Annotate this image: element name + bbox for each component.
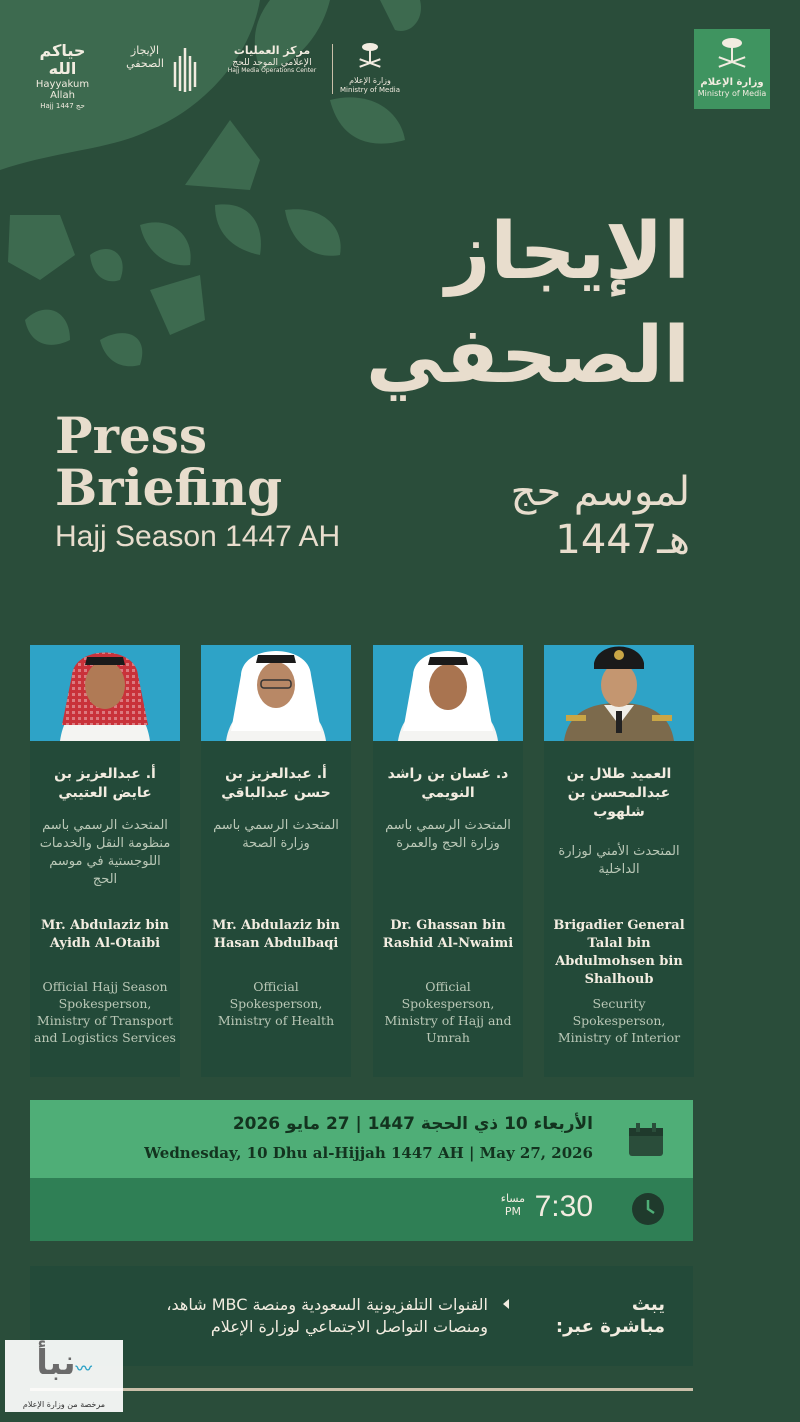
arabic-subtitle-line2: 1447هـ: [555, 517, 690, 563]
watermark: [5, 1340, 123, 1412]
speaker-name-ar: العميد طلال بن عبدالمحسن بن شلهوب: [566, 766, 672, 820]
speaker-name-ar: أ. عبدالعزيز بن حسن عبدالباقي: [221, 766, 331, 801]
speaker-card: [373, 645, 523, 1077]
english-title-line1: Press: [55, 406, 208, 465]
broadcast-label: [556, 1294, 665, 1338]
press-logo-line2: الصحفي: [126, 56, 164, 70]
event-time-en: PM: [504, 1205, 521, 1218]
hayyakum-logo: [25, 42, 100, 110]
english-title-line2: Briefing: [55, 458, 283, 517]
center-english: Hajj Media Operations Center: [227, 66, 317, 74]
triangle-bullet-icon: [501, 1298, 511, 1310]
watermark-text: مرخصة من وزارة الإعلام: [22, 1400, 106, 1409]
speaker-photo: [544, 645, 694, 741]
arabic-title-line2: الصحفي: [365, 311, 690, 401]
broadcast-box: [30, 1266, 693, 1366]
center-line2: الإعلامي الموحد للحج: [232, 57, 312, 68]
speaker-name-en: Mr. Abdulaziz bin Ayidh Al-Otaibi: [41, 918, 169, 951]
event-time-ar: مساء: [500, 1192, 525, 1205]
watermark-wave-icon: 〰: [75, 1359, 92, 1378]
speaker-role-en: Official Hajj Season Spokesperson, Ministry of Transport and Logistics Services: [34, 979, 176, 1045]
broadcast-text-line1: القنوات التلفزيونية السعودية ومنصة MBC شاهد،: [166, 1295, 488, 1314]
speaker-role-ar: المتحدث الرسمي باسم وزارة الحج والعمرة: [385, 818, 511, 851]
speaker-name-en: Brigadier General Talal bin Abdulmohsen bin Shalhoub: [553, 918, 685, 987]
bottom-divider: [30, 1388, 693, 1391]
ministry-badge-arabic: وزارة الإعلام: [700, 77, 764, 89]
speaker-name-ar: د. غسان بن راشد النويمي: [387, 766, 509, 801]
arabic-title-line1: الإيجاز: [445, 207, 690, 297]
ministry-small-arabic: وزارة الإعلام: [349, 76, 391, 86]
media-center-logo: [222, 45, 322, 75]
logo-divider: [332, 44, 333, 94]
broadcast-text-line2: ومنصات التواصل الاجتماعي لوزارة الإعلام: [210, 1317, 488, 1336]
event-date-en: Wednesday, 10 Dhu al-Hijjah 1447 AH | May 27, 2026: [144, 1144, 593, 1162]
event-time: 7:30: [534, 1190, 593, 1223]
center-line1: مركز العمليات: [233, 44, 311, 57]
arabic-title: [210, 200, 690, 408]
watermark-logo: نبأ〰: [36, 1343, 92, 1383]
press-logo-line1: الإيجاز: [130, 44, 160, 57]
broadcast-label-line2: مباشرة عبر:: [555, 1316, 665, 1337]
press-briefing-logo-icon: [170, 42, 200, 94]
palm-swords-icon: [356, 40, 384, 72]
event-date-ar: الأربعاء 10 ذي الحجة 1447 | 27 مايو 2026: [232, 1114, 593, 1134]
english-title: [55, 406, 283, 517]
ministry-small-logo: [340, 40, 400, 94]
speaker-photo: [201, 645, 351, 741]
calendar-icon: [627, 1122, 665, 1158]
arabic-subtitle: [390, 468, 690, 564]
speaker-photo: [30, 645, 180, 741]
speaker-role-en: Security Spokesperson, Ministry of Interior: [557, 996, 681, 1045]
speaker-role-en: Official Spokesperson, Ministry of Health: [217, 979, 335, 1028]
ministry-badge-english: Ministry of Media: [697, 88, 767, 98]
arabic-subtitle-line1: لموسم حج: [510, 469, 690, 515]
hayyakum-english: Hayyakum Allah: [35, 78, 90, 102]
speaker-name-ar: أ. عبدالعزيز بن عايض العتيبي: [54, 766, 156, 801]
broadcast-text: [48, 1294, 488, 1338]
ministry-badge: [694, 29, 770, 109]
speaker-role-ar: المتحدث الرسمي باسم منظومة النقل والخدمات اللوجستية في موسم الحج: [39, 818, 171, 887]
palm-swords-icon: [715, 35, 749, 73]
hayyakum-sub: Hajj 1447 حج: [40, 101, 85, 110]
clock-icon: [631, 1192, 665, 1226]
english-subtitle: Hajj Season 1447 AH: [55, 520, 341, 553]
speaker-role-ar: المتحدث الرسمي باسم وزارة الصحة: [213, 818, 339, 851]
press-briefing-logo-text: [115, 45, 175, 70]
speaker-role-en: Official Spokesperson, Ministry of Hajj and Umrah: [384, 979, 512, 1045]
event-time-box: [30, 1178, 693, 1241]
ministry-small-english: Ministry of Media: [340, 85, 400, 94]
event-time-suffix: [501, 1192, 525, 1218]
broadcast-label-line1: يبث: [631, 1294, 665, 1315]
speaker-name-en: Dr. Ghassan bin Rashid Al-Nwaimi: [382, 918, 514, 951]
speaker-photo: [373, 645, 523, 741]
speaker-card: [201, 645, 351, 1077]
speaker-role-ar: المتحدث الأمني لوزارة الداخلية: [558, 844, 680, 877]
speaker-name-en: Mr. Abdulaziz bin Hasan Abdulbaqi: [212, 918, 340, 951]
event-date-box: [30, 1100, 693, 1178]
hayyakum-arabic: حياكم الله: [39, 41, 86, 79]
speaker-card: [544, 645, 694, 1077]
speaker-card: [30, 645, 180, 1077]
